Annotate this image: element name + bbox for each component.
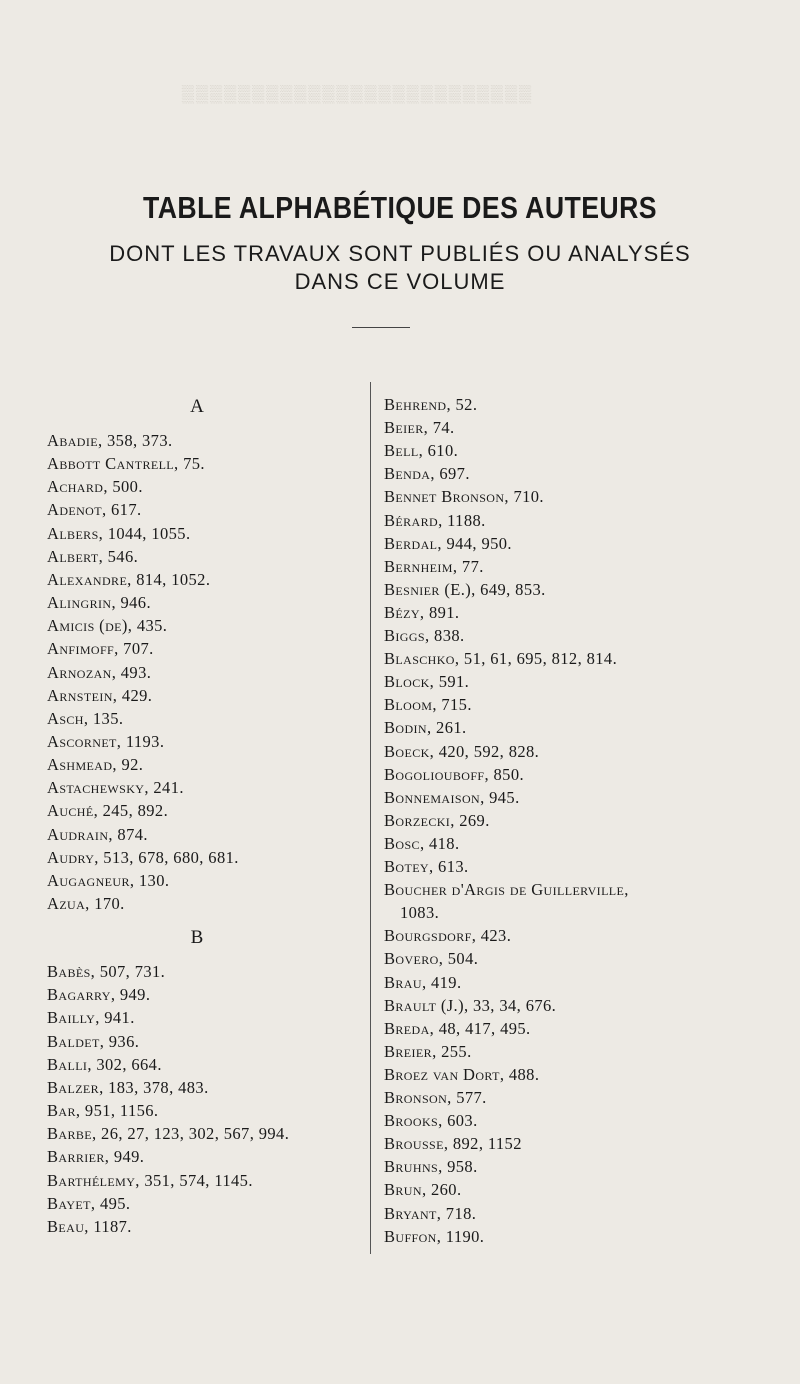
index-entry: Ashmead, 92. bbox=[47, 755, 144, 775]
index-entry: Audry, 513, 678, 680, 681. bbox=[47, 847, 239, 867]
index-entry: Abadie, 358, 373. bbox=[47, 431, 173, 450]
index-entry: Balzer, 183, 378, 483. bbox=[47, 1077, 209, 1097]
index-entry: Buffon, 1190. bbox=[384, 1226, 485, 1246]
index-entry: Broez van Dort, 488. bbox=[384, 1064, 540, 1084]
index-entry: Bennet Bronson, 710. bbox=[384, 487, 544, 507]
index-entry: Adenot, 617. bbox=[47, 500, 142, 520]
index-entry: Alingrin, 946. bbox=[47, 593, 151, 613]
index-entry: Brun, 260. bbox=[384, 1180, 462, 1200]
index-entry: Breier, 255. bbox=[384, 1041, 472, 1061]
index-entry: Bogoliouboff, 850. bbox=[384, 764, 525, 784]
index-entry: Abbott Cantrell, 75. bbox=[47, 454, 205, 474]
index-entry: Borzecki, 269. bbox=[384, 810, 490, 830]
index-entry: Bell, 610. bbox=[384, 441, 459, 461]
index-entry: Bodin, 261. bbox=[384, 718, 467, 738]
index-entry: Bonnemaison, 945. bbox=[384, 787, 520, 807]
index-entry: Bryant, 718. bbox=[384, 1203, 477, 1223]
index-entry: Ascornet, 1193. bbox=[47, 731, 165, 751]
index-entry: Brousse, 892, 1152 bbox=[384, 1134, 522, 1154]
index-entry: Alexandre, 814, 1052. bbox=[47, 569, 211, 589]
index-entry: Botey, 613. bbox=[384, 857, 469, 876]
index-entry: Blaschko, 51, 61, 695, 812, 814. bbox=[384, 649, 618, 669]
index-entry: Auché, 245, 892. bbox=[47, 801, 169, 821]
index-entry: Astachewsky, 241. bbox=[47, 778, 184, 798]
index-entry: Bosc, 418. bbox=[384, 833, 460, 853]
section-letter: B bbox=[190, 927, 204, 949]
index-entry: Babès, 507, 731. bbox=[47, 962, 166, 982]
page-title: TABLE ALPHABÉTIQUE DES AUTEURS bbox=[142, 190, 658, 225]
index-entry: Biggs, 838. bbox=[384, 626, 465, 645]
index-entry: Bailly, 941. bbox=[47, 1008, 135, 1028]
index-entry: Augagneur, 130. bbox=[47, 870, 170, 890]
index-entry: Boeck, 420, 592, 828. bbox=[384, 741, 540, 761]
index-entry: Bayet, 495. bbox=[47, 1193, 131, 1213]
index-entry: Besnier (E.), 649, 853. bbox=[384, 579, 546, 599]
index-entry: Baldet, 936. bbox=[47, 1031, 140, 1051]
index-entry: Brault (J.), 33, 34, 676. bbox=[384, 995, 557, 1015]
index-entry: Barthélemy, 351, 574, 1145. bbox=[47, 1170, 253, 1190]
index-entry: Boucher d'Argis de Guillerville, bbox=[384, 880, 629, 900]
index-entry: Anfimoff, 707. bbox=[47, 639, 154, 659]
index-entry: Brooks, 603. bbox=[384, 1111, 478, 1131]
index-entry: Behrend, 52. bbox=[384, 395, 478, 414]
page-subtitle-line-2: DANS CE VOLUME bbox=[294, 269, 506, 294]
column-divider bbox=[370, 382, 371, 1254]
section-letter: A bbox=[190, 396, 204, 417]
show-through-text: ▒▒▒▒▒▒▒▒▒▒▒▒▒▒▒▒▒▒▒▒▒▒▒▒▒ bbox=[180, 84, 532, 103]
index-entry: Arnozan, 493. bbox=[47, 662, 152, 682]
index-entry: Albert, 546. bbox=[47, 546, 139, 566]
index-entry: Azua, 170. bbox=[47, 894, 125, 913]
index-entry: Audrain, 874. bbox=[47, 824, 148, 844]
index-entry: Amicis (de), 435. bbox=[47, 616, 168, 636]
title-rule bbox=[352, 327, 410, 328]
index-entry: Block, 591. bbox=[384, 672, 470, 692]
index-entry: Bernheim, 77. bbox=[384, 556, 484, 576]
index-entry: Benda, 697. bbox=[384, 464, 470, 484]
index-entry: Bruhns, 958. bbox=[384, 1157, 478, 1177]
index-entry: Bloom, 715. bbox=[384, 695, 472, 715]
index-entry: Beier, 74. bbox=[384, 418, 455, 438]
index-entry: Balli, 302, 664. bbox=[47, 1054, 162, 1074]
index-entry: Beau, 1187. bbox=[47, 1216, 132, 1236]
index-entry: Bérard, 1188. bbox=[384, 510, 486, 530]
index-entry: Bovero, 504. bbox=[384, 949, 479, 969]
index-entry: Albers, 1044, 1055. bbox=[47, 523, 191, 543]
index-entry: Achard, 500. bbox=[47, 477, 143, 497]
index-entry: Barrier, 949. bbox=[47, 1147, 145, 1167]
index-entry: Asch, 135. bbox=[47, 708, 124, 728]
index-entry: Bronson, 577. bbox=[384, 1088, 487, 1107]
index-entry: Berdal, 944, 950. bbox=[384, 533, 512, 553]
index-entry: Bar, 951, 1156. bbox=[47, 1101, 159, 1121]
index-entry: Barbe, 26, 27, 123, 302, 567, 994. bbox=[47, 1124, 290, 1144]
index-entry: Brau, 419. bbox=[384, 972, 462, 992]
index-entry: Breda, 48, 417, 495. bbox=[384, 1018, 531, 1038]
index-entry: Bourgsdorf, 423. bbox=[384, 926, 512, 946]
index-entry: Bagarry, 949. bbox=[47, 985, 151, 1005]
index-entry-continuation: 1083. bbox=[400, 903, 440, 923]
index-entry: Bézy, 891. bbox=[384, 602, 460, 622]
index-entry: Arnstein, 429. bbox=[47, 685, 153, 705]
page-subtitle-line-1: DONT LES TRAVAUX SONT PUBLIÉS OU ANALYSÉS bbox=[109, 241, 691, 266]
